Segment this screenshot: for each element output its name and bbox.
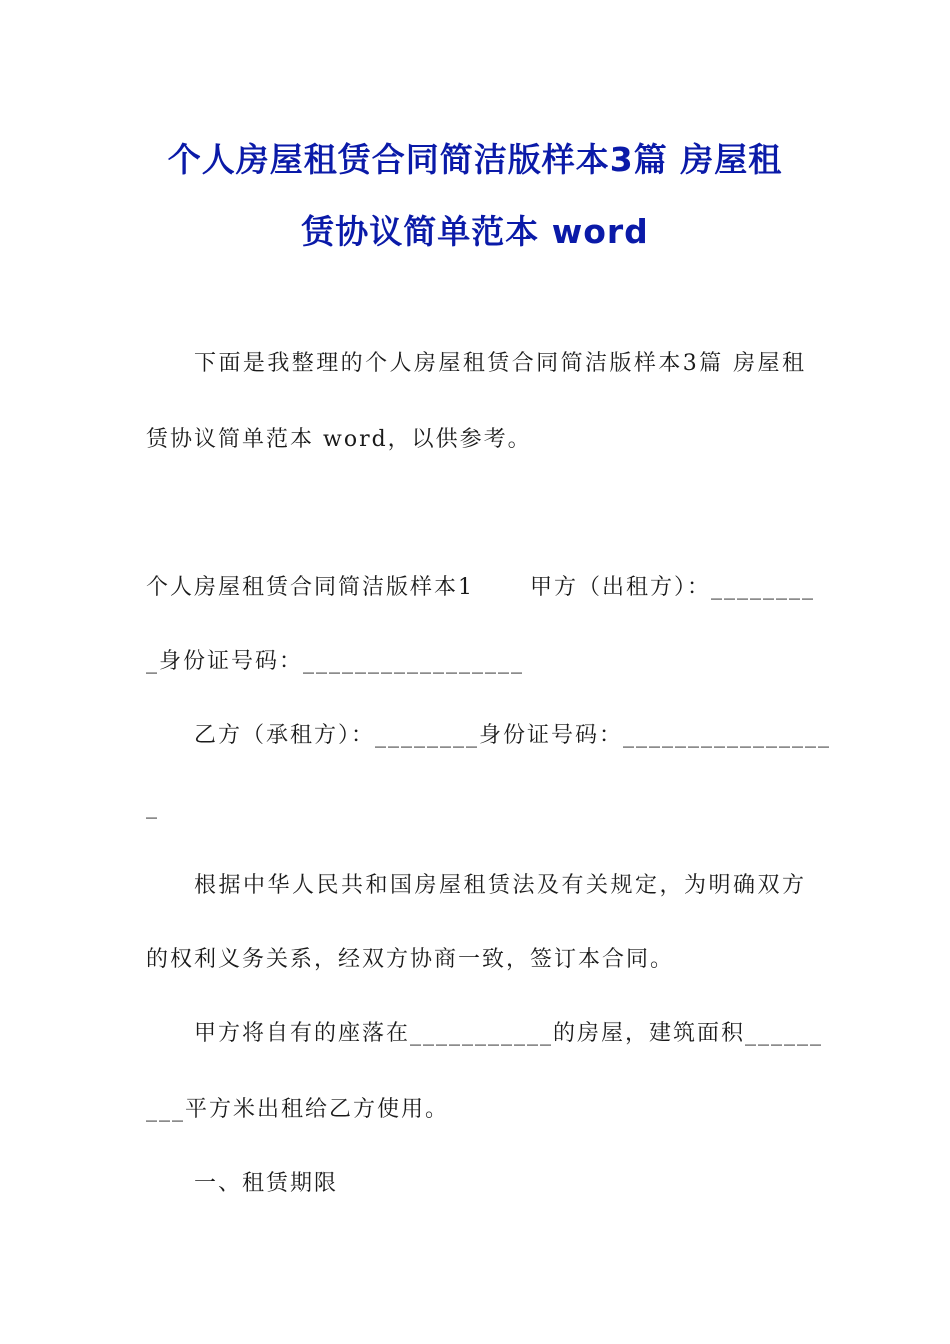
house-line-1: 甲方将自有的座落在___________的房屋，建筑面积______ <box>194 1021 824 1046</box>
intro-line-2: 赁协议简单范本 word，以供参考。 <box>146 427 532 452</box>
title-line-1: 个人房屋租赁合同简洁版样本3篇 房屋租 <box>167 140 783 179</box>
section-heading-lease-term: 一、租赁期限 <box>194 1171 339 1196</box>
party-a-field: 甲方（出租方）：________ <box>530 575 816 600</box>
intro-line-1: 下面是我整理的个人房屋租赁合同简洁版样本3篇 房屋租 <box>194 351 806 376</box>
basis-line-1: 根据中华人民共和国房屋租赁法及有关规定，为明确双方 <box>194 873 806 898</box>
house-line-2: ___平方米出租给乙方使用。 <box>146 1097 450 1122</box>
basis-line-2: 的权利义务关系，经双方协商一致，签订本合同。 <box>146 947 675 972</box>
party-b-line: 乙方（承租方）：________身份证号码：________________ <box>194 723 832 748</box>
sample-heading-line <box>146 570 816 601</box>
sample-heading: 个人房屋租赁合同简洁版样本1 <box>146 575 474 600</box>
title-line-2: 赁协议简单范本 word <box>301 212 649 251</box>
party-b-line-cont: _ <box>146 794 159 819</box>
party-a-id-line: _身份证号码：_________________ <box>146 649 525 674</box>
